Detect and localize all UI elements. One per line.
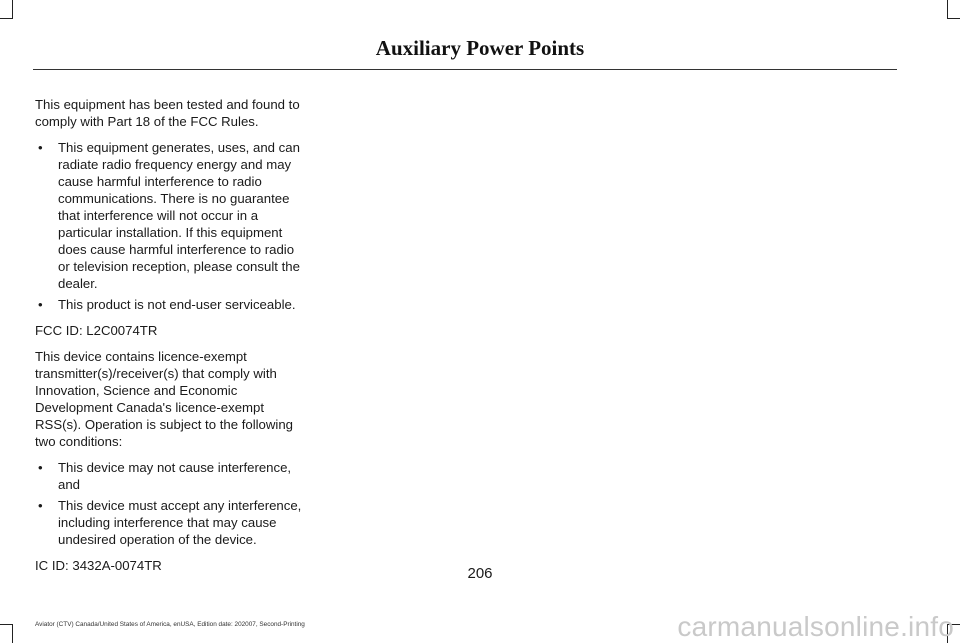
bullet-icon: • bbox=[38, 498, 43, 513]
list-item bbox=[35, 459, 307, 493]
bullet-icon: • bbox=[38, 140, 43, 155]
fcc-id: FCC ID: L2C0074TR bbox=[35, 323, 158, 338]
bullet-icon: • bbox=[38, 460, 43, 475]
list-item bbox=[35, 296, 307, 313]
watermark: carmanualsonline.info bbox=[677, 611, 954, 642]
list-item-text: This product is not end-user serviceable. bbox=[58, 297, 296, 312]
list-item-text: This equipment generates, uses, and can radiate radio frequency energy and may cause harmful interference to radio communications. There is no guarantee that interference will not occur in a particular installation. If this equipment does cause harmful interference to radio or television reception, please consult the dealer. bbox=[58, 140, 300, 291]
crop-mark-bottom-left bbox=[12, 624, 13, 643]
bullet-icon: • bbox=[38, 297, 43, 312]
fcc-bullet-list bbox=[35, 139, 307, 313]
list-item bbox=[35, 497, 307, 548]
footer-edition-text: Aviator (CTV) Canada/United States of America, enUSA, Edition date: 202007, Second-Printing bbox=[35, 621, 305, 628]
crop-mark-top-right bbox=[947, 18, 960, 19]
ic-id: IC ID: 3432A-0074TR bbox=[35, 558, 162, 573]
conditions-bullet-list bbox=[35, 459, 307, 548]
canada-compliance-paragraph: This device contains licence-exempt transmitter(s)/receiver(s) that comply with Innovation, Science and Economic Development Canada's licence-exempt RSS(s). Operation is subject to the following two conditions: bbox=[35, 349, 294, 449]
page-number: 206 bbox=[467, 565, 493, 582]
fcc-compliance-paragraph: This equipment has been tested and found to comply with Part 18 of the FCC Rules. bbox=[35, 97, 300, 129]
page-title: Auxiliary Power Points bbox=[375, 36, 585, 60]
list-item-text: This device may not cause interference, and bbox=[58, 460, 292, 492]
list-item bbox=[35, 139, 307, 292]
header-divider bbox=[33, 69, 897, 70]
crop-mark-top-left bbox=[0, 18, 13, 19]
content-column bbox=[35, 96, 307, 583]
crop-mark-top-left bbox=[12, 0, 13, 18]
list-item-text: This device must accept any interference, including interference that may cause undesired operation of the device. bbox=[58, 498, 302, 547]
crop-mark-top-right bbox=[947, 0, 948, 18]
